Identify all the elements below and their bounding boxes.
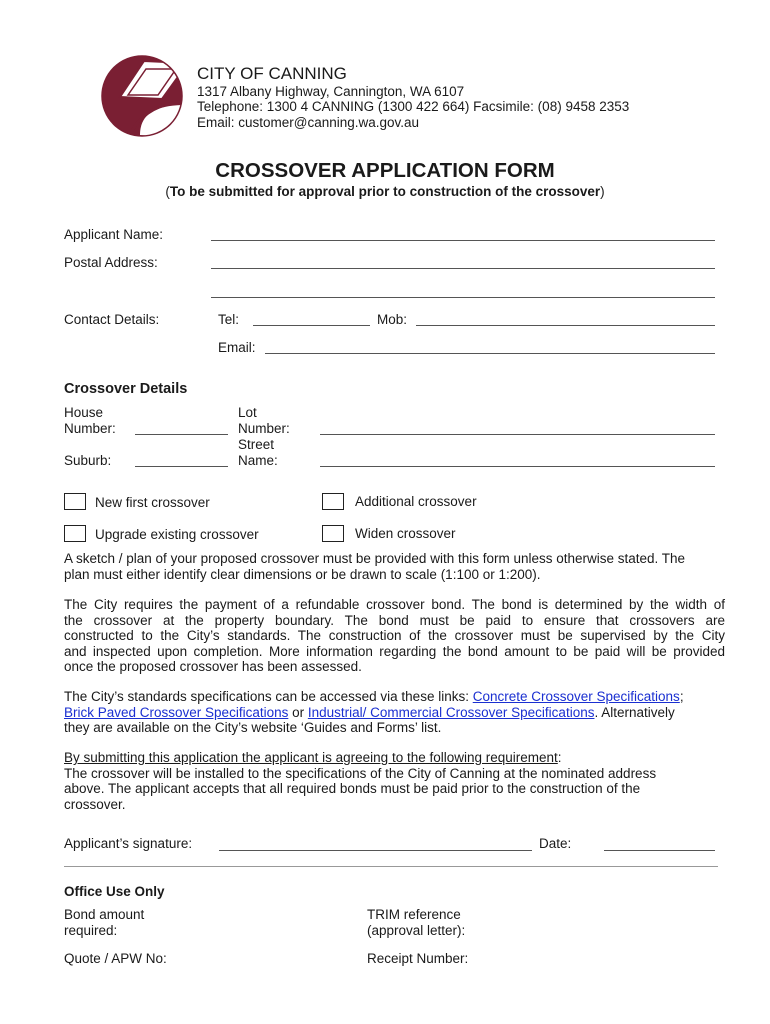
applicant-name-field[interactable] — [211, 240, 715, 241]
bond-line-5: once the proposed crossover has been assessed. — [64, 659, 362, 674]
office-use-heading: Office Use Only — [64, 884, 165, 899]
postal-address-field-1[interactable] — [211, 268, 715, 269]
standards-line-2 — [64, 705, 725, 721]
street-name-field[interactable] — [320, 466, 715, 467]
agreement-colon: : — [557, 750, 562, 765]
agreement-heading: By submitting this application the applicant is agreeing to the following requirement — [64, 750, 558, 765]
office-divider — [64, 866, 718, 867]
mob-label: Mob: — [377, 312, 408, 327]
additional-crossover-label: Additional crossover — [355, 494, 477, 509]
concrete-crossover-specifications-link[interactable]: Concrete Crossover Specifications — [472, 689, 680, 704]
lot-label-2: Number: — [238, 421, 290, 436]
trim-reference-label-1: TRIM reference — [367, 907, 461, 922]
postal-address-field-2[interactable] — [211, 297, 715, 298]
org-address: 1317 Albany Highway, Cannington, WA 6107 — [197, 84, 465, 99]
agreement-line-2: above. The applicant accepts that all required bonds must be paid prior to the construction of the — [64, 781, 641, 796]
sketch-paragraph — [64, 551, 725, 582]
email-label: Email: — [218, 340, 256, 355]
widen-crossover-label: Widen crossover — [355, 526, 456, 541]
suburb-label: Suburb: — [64, 453, 112, 468]
standards-text-1: The City’s standards specifications can be accessed via these links: — [64, 689, 473, 704]
receipt-number-label: Receipt Number: — [367, 951, 469, 966]
bond-line-2: the crossover at the property boundary. The bond must be paid to ensure that crossovers are — [64, 612, 725, 628]
org-email: Email: customer@canning.wa.gov.au — [197, 115, 420, 130]
subtitle-text: To be submitted for approval prior to construction of the crossover — [169, 184, 601, 199]
date-field[interactable] — [604, 850, 715, 851]
brick-paved-crossover-specifications-link[interactable]: Brick Paved Crossover Specifications — [64, 704, 289, 720]
lot-number-field[interactable] — [320, 434, 715, 435]
email-field[interactable] — [265, 353, 715, 354]
upgrade-existing-crossover-label: Upgrade existing crossover — [95, 527, 259, 542]
form-subtitle — [0, 184, 770, 200]
suburb-field[interactable] — [135, 466, 228, 467]
date-label: Date: — [539, 836, 572, 851]
sketch-line-2: plan must either identify clear dimensions or be drawn to scale (1:100 or 1:200). — [64, 566, 541, 582]
trim-reference-label-2: (approval letter): — [367, 923, 466, 938]
bond-line-1: The City requires the payment of a refundable crossover bond. The bond is determined by the width of — [64, 597, 725, 612]
subtitle-open: ( — [165, 184, 170, 199]
bond-paragraph — [64, 597, 725, 675]
standards-semicolon: ; — [679, 689, 684, 704]
house-label-1: House — [64, 405, 104, 420]
applicant-signature-field[interactable] — [219, 850, 532, 851]
bond-line-4: and inspected upon completion. More information regarding the bond amount to be paid will be provided — [64, 643, 725, 659]
agreement-line-3: crossover. — [64, 796, 126, 812]
street-label-2: Name: — [238, 453, 278, 468]
standards-alternatively: . Alternatively — [594, 704, 675, 720]
agreement-heading-line — [64, 750, 725, 766]
upgrade-existing-crossover-checkbox[interactable] — [64, 525, 86, 542]
industrial-commercial-crossover-specifications-link[interactable]: Industrial/ Commercial Crossover Specifications — [307, 704, 595, 720]
org-name: CITY OF CANNING — [197, 64, 347, 83]
subtitle-close: ) — [600, 184, 605, 199]
org-phone: Telephone: 1300 4 CANNING (1300 422 664) Facsimile: (08) 9458 2353 — [197, 99, 630, 114]
widen-crossover-checkbox[interactable] — [322, 525, 344, 542]
new-first-crossover-checkbox[interactable] — [64, 493, 86, 510]
bond-line-3: constructed to the City’s standards. The construction of the crossover must be supervised by the City — [64, 628, 725, 643]
applicant-name-label: Applicant Name: — [64, 227, 164, 242]
contact-details-label: Contact Details: — [64, 312, 160, 327]
city-of-canning-logo — [100, 55, 186, 137]
postal-address-label: Postal Address: — [64, 255, 158, 270]
street-label-1: Street — [238, 437, 275, 452]
agreement-line-1: The crossover will be installed to the specifications of the City of Canning at the nominated address — [64, 765, 657, 781]
mob-field[interactable] — [416, 325, 715, 326]
standards-line-1 — [64, 689, 725, 705]
form-title: CROSSOVER APPLICATION FORM — [215, 159, 555, 182]
quote-apw-label: Quote / APW No: — [64, 951, 167, 966]
new-first-crossover-label: New first crossover — [95, 495, 210, 510]
standards-paragraph — [64, 689, 725, 736]
additional-crossover-checkbox[interactable] — [322, 493, 344, 510]
sketch-line-1: A sketch / plan of your proposed crossover must be provided with this form unless otherwise stated. The — [64, 551, 686, 566]
lot-label-1: Lot — [238, 405, 257, 420]
applicant-signature-label: Applicant’s signature: — [64, 836, 193, 851]
crossover-details-heading: Crossover Details — [64, 381, 188, 397]
house-label-2: Number: — [64, 421, 116, 436]
standards-or: or — [288, 704, 308, 720]
house-number-field[interactable] — [135, 434, 228, 435]
bond-amount-label-2: required: — [64, 923, 118, 938]
tel-field[interactable] — [253, 325, 370, 326]
tel-label: Tel: — [218, 312, 240, 327]
bond-amount-label-1: Bond amount — [64, 907, 145, 922]
standards-line-3: they are available on the City’s website ‘Guides and Forms’ list. — [64, 720, 442, 735]
agreement-paragraph — [64, 750, 725, 812]
